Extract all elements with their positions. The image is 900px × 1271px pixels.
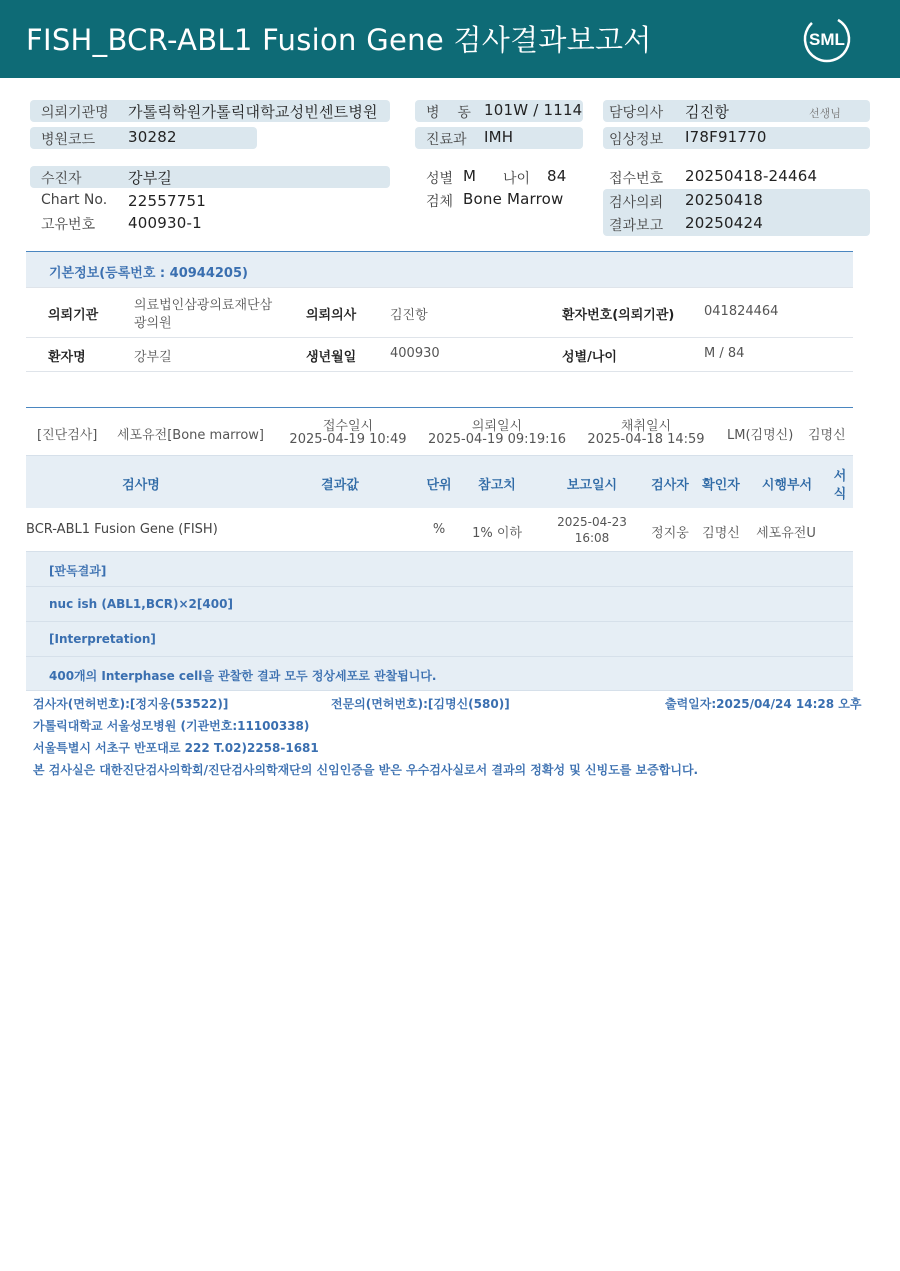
- requested-label: 의뢰일시: [471, 419, 523, 434]
- report-header: [0, 0, 900, 78]
- row-unit: %: [432, 522, 446, 537]
- received-value: 2025-04-19 10:49: [289, 432, 407, 447]
- age-label: 나이: [503, 171, 531, 187]
- row-tester: 정지웅: [651, 526, 689, 541]
- clinical-label: 임상정보: [609, 132, 664, 148]
- footer-hospital: 가톨릭대학교 서울성모병원 (기관번호:11100338): [33, 719, 310, 733]
- basic-name-value: 강부길: [134, 350, 172, 365]
- logo-text: SML: [809, 30, 845, 49]
- receipt-label: 접수번호: [609, 171, 664, 187]
- row-ref: 1% 이하: [472, 526, 522, 541]
- patient-value: 강부길: [128, 169, 173, 187]
- request-label: 검사의뢰: [609, 195, 664, 211]
- basic-title: 기본정보(등록번호 : 40944205): [49, 266, 248, 281]
- report-label: 결과보고: [609, 218, 664, 234]
- th-form-2: 식: [833, 487, 847, 502]
- basic-divider: [26, 337, 853, 338]
- findings-interp-bar: [26, 656, 853, 691]
- footer-specialist: 전문의(면허번호):[김명신(580)]: [331, 697, 510, 711]
- basic-sexage-label: 성별/나이: [562, 350, 617, 365]
- findings-heading: [판독결과]: [49, 564, 107, 578]
- basic-birth-value: 400930: [390, 346, 440, 361]
- footer-cert: 본 검사실은 대한진단검사의학회/진단검사의학재단의 신임인증을 받은 우수검사실로서 결과의 정확성 및 신빙도를 보증합니다.: [33, 763, 699, 777]
- th-confirmer: 확인자: [702, 478, 740, 493]
- doctor-suffix: 선생님: [809, 107, 841, 120]
- row-name: BCR-ABL1 Fusion Gene (FISH): [26, 522, 218, 537]
- th-dept: 시행부서: [761, 478, 813, 493]
- age-value: 84: [547, 167, 567, 185]
- basic-title-bar: [26, 252, 853, 287]
- dept-value: IMH: [484, 128, 514, 146]
- patient-pill: [30, 166, 390, 188]
- collected-value: 2025-04-18 14:59: [587, 432, 705, 447]
- lm-name: 김명신: [808, 428, 846, 443]
- basic-inst-label: 의뢰기관: [48, 308, 99, 323]
- collected-label: 채취일시: [620, 419, 672, 434]
- receipt-value: 20250418-24464: [685, 167, 818, 185]
- findings-interp-text: 400개의 Interphase cell을 관찰한 결과 모두 정상세포로 관찰됩니다.: [49, 669, 437, 683]
- th-result: 결과값: [321, 478, 359, 493]
- ward-label: 병 동: [426, 105, 471, 121]
- basic-doctor-value: 김진항: [390, 308, 428, 323]
- footer-address: 서울특별시 서초구 반포대로 222 T.02)2258-1681: [33, 741, 319, 755]
- inst-value: 가톨릭학원가톨릭대학교성빈센트병원: [128, 103, 378, 121]
- report-title: FISH_BCR-ABL1 Fusion Gene 검사결과보고서: [26, 23, 652, 57]
- code-label: 병원코드: [41, 132, 96, 148]
- doctor-label: 담당의사: [609, 105, 664, 121]
- row-dept: 세포유전U: [756, 526, 816, 541]
- findings-nuc: nuc ish (ABL1,BCR)×2[400]: [49, 597, 233, 611]
- lm-label: LM(김명신): [727, 428, 794, 443]
- report-value: 20250424: [685, 214, 763, 232]
- footer-tester: 검사자(면허번호):[정지웅(53522)]: [33, 697, 229, 711]
- request-value: 20250418: [685, 191, 763, 209]
- basic-sexage-value: M / 84: [704, 346, 745, 361]
- diag-top-line: [26, 407, 853, 408]
- uid-value: 400930-1: [128, 214, 202, 232]
- basic-birth-label: 생년월일: [306, 350, 357, 365]
- diag-tag: [진단검사]: [37, 428, 98, 443]
- requested-value: 2025-04-19 09:19:16: [427, 432, 567, 447]
- chart-label: Chart No.: [41, 192, 108, 208]
- row-confirmer: 김명신: [702, 526, 740, 541]
- sml-logo: [802, 14, 852, 64]
- basic-doctor-label: 의뢰의사: [306, 308, 357, 323]
- clinical-value: I78F91770: [685, 128, 767, 146]
- ward-value: 101W / 1114: [484, 101, 583, 119]
- findings-heading-bar: [26, 551, 853, 586]
- th-ref: 참고치: [478, 478, 516, 493]
- basic-pno-label: 환자번호(의뢰기관): [562, 308, 675, 323]
- basic-inst-value-2: 광의원: [134, 316, 172, 331]
- basic-pno-value: 041824464: [704, 304, 779, 319]
- th-form-1: 서: [833, 469, 847, 484]
- row-reported-time: 16:08: [574, 531, 610, 545]
- th-reported: 보고일시: [566, 478, 618, 493]
- doctor-value: 김진항: [685, 103, 730, 121]
- findings-interp-heading: [Interpretation]: [49, 632, 156, 646]
- basic-divider: [26, 371, 853, 372]
- th-tester: 검사자: [651, 478, 689, 493]
- diag-dept: 세포유전[Bone marrow]: [117, 428, 265, 443]
- specimen-value: Bone Marrow: [463, 190, 564, 208]
- inst-label: 의뢰기관명: [41, 105, 109, 121]
- code-value: 30282: [128, 128, 177, 146]
- basic-inst-value-1: 의료법인삼광의료재단삼: [134, 298, 273, 313]
- basic-divider: [26, 287, 853, 288]
- dept-label: 진료과: [426, 132, 467, 148]
- row-reported-date: 2025-04-23: [557, 515, 627, 529]
- basic-name-label: 환자명: [48, 350, 86, 365]
- sex-value: M: [463, 167, 477, 185]
- th-name: 검사명: [122, 478, 160, 493]
- specimen-label: 검체: [426, 194, 454, 210]
- findings-interp-heading-bar: [26, 621, 853, 656]
- patient-label: 수진자: [41, 171, 82, 187]
- findings-nuc-bar: [26, 586, 853, 621]
- sex-label: 성별: [426, 171, 454, 187]
- th-unit: 단위: [426, 478, 452, 493]
- footer-printed: 출력일자:2025/04/24 14:28 오후: [665, 697, 862, 711]
- received-label: 접수일시: [322, 419, 374, 434]
- chart-value: 22557751: [128, 192, 206, 210]
- uid-label: 고유번호: [41, 217, 96, 233]
